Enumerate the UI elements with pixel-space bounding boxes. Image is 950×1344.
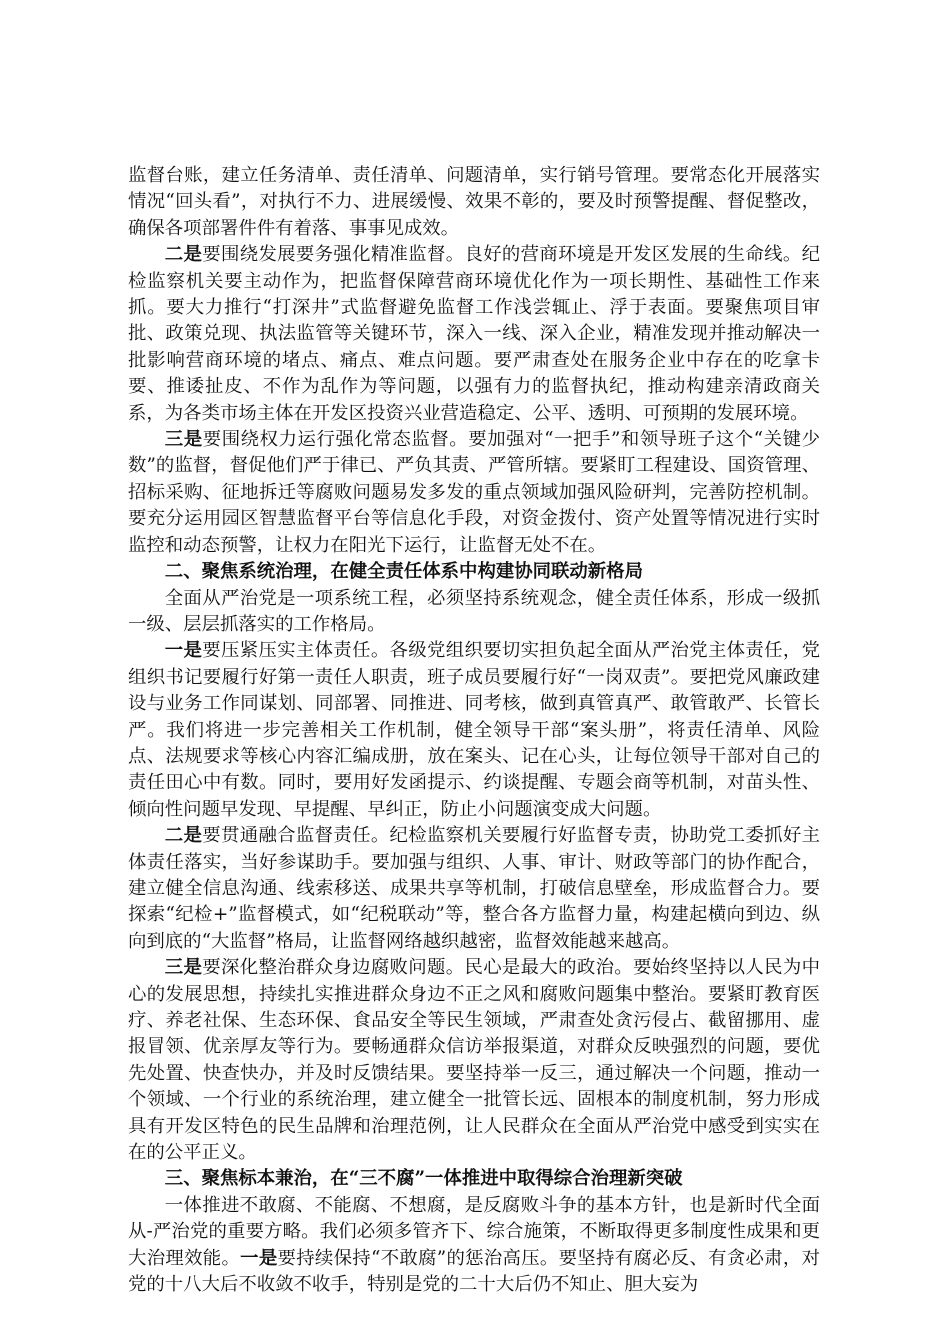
paragraph <box>128 586 820 639</box>
section-heading: 三、聚焦标本兼治，在“三不腐”一体推进中取得综合治理新突破 <box>164 1168 683 1190</box>
paragraph-text: 监督台账，建立任务清单、责任清单、问题清单，实行销号管理。要常态化开展落实情况“回头看”，对执行不力、进展缓慢、效果不彰的，要及时预警提醒、督促整改，确保各项部署件件有着落、事事见成效。 <box>128 165 820 239</box>
paragraph-text: 要围绕权力运行强化常态监督。要加强对“一把手”和领导班子这个“关键少数”的监督，督促他们严于律已、严负其责、严管所辖。要紧盯工程建设、国资管理、招标采购、征地拆迁等腐败问题易发多发的重点领域加强风险研判，完善防控机制。要充分运用园区智慧监督平台等信息化手段，对资金拨付、资产处置等情况进行实时监控和动态预警，让权力在阳光下运行，让监督无处不在。 <box>128 429 820 556</box>
paragraph-lead: 二是 <box>164 825 203 847</box>
section-heading: 二、聚焦系统治理，在健全责任体系中构建协同联动新格局 <box>164 561 643 583</box>
paragraph-text: 要深化整治群众身边腐败问题。民心是最大的政治。要始终坚持以人民为中心的发展思想，持续扎实推进群众身边不正之风和腐败问题集中整治。要紧盯教育医疗、养老社保、生态环保、食品安全等民生领域，严肃查处贪污侵占、截留挪用、虚报冒领、优亲厚友等行为。要畅通群众信访举报渠道，对群众反映强烈的问题，要优先处置、快查快办，并及时反馈结果。要坚持举一反三，通过解决一个问题，推动一个领域、一个行业的系统治理，建立健全一批管长远、固根本的制度机制，努力形成具有开发区特色的民生品牌和治理范例，让人民群众在全面从严治党中感受到实实在在的公平正义。 <box>128 957 820 1164</box>
document-page <box>128 163 820 1298</box>
paragraph-lead: 三是 <box>164 429 203 451</box>
paragraph <box>128 242 820 427</box>
paragraph-lead: 二是 <box>164 244 203 266</box>
paragraph-text: 要持续保持“不敢腐”的惩治高压。要坚持有腐必反、有贪必肃，对党的十八大后不收敛不收手，特别是党的二十大后仍不知止、胆大妄为 <box>128 1247 820 1296</box>
paragraph <box>128 1193 820 1299</box>
paragraph-lead: 一是 <box>164 640 203 662</box>
paragraph <box>128 427 820 559</box>
paragraph <box>128 823 820 955</box>
paragraph <box>128 638 820 823</box>
paragraph-lead: 一是 <box>240 1247 278 1269</box>
paragraph <box>128 955 820 1166</box>
paragraph-text: 要贯通融合监督责任。纪检监察机关要履行好监督专责，协助党工委抓好主体责任落实，当好参谋助手。要加强与组织、人事、审计、财政等部门的协作配合，建立健全信息沟通、线索移送、成果共享等机制，打破信息壁垒，形成监督合力。要探索“纪检+”监督模式，如“纪税联动”等，整合各方监督力量，构建起横向到边、纵向到底的“大监督”格局，让监督网络越织越密，监督效能越来越高。 <box>128 825 820 952</box>
paragraph <box>128 163 820 242</box>
paragraph-lead: 三是 <box>164 957 203 979</box>
paragraph-text: 要压紧压实主体责任。各级党组织要切实担负起全面从严治党主体责任，党组织书记要履行好第一责任人职责，班子成员要履行好“一岗双责”。要把党风廉政建设与业务工作同谋划、同部署、同推进、同考核，做到真管真严、敢管敢严、长管长严。我们将进一步完善相关工作机制，健全领导干部“案头册”，将责任清单、风险点、法规要求等核心内容汇编成册，放在案头、记在心头，让每位领导干部对自己的责任田心中有数。同时，要用好发函提示、约谈提醒、专题会商等机制，对苗头性、倾向性问题早发现、早提醒、早纠正，防止小问题演变成大问题。 <box>128 640 820 820</box>
paragraph-text: 一体推进不敢腐、不能腐、不想腐，是反腐败斗争的基本方针，也是新时代全面从-严治党的重要方略。我们必须多管齐下、综合施策，不断取得更多制度性成果和更大治理效能。 <box>128 1194 820 1269</box>
paragraph-text: 要围绕发展要务强化精准监督。良好的营商环境是开发区发展的生命线。纪检监察机关要主动作为，把监督保障营商环境优化作为一项长期性、基础性工作来抓。要大力推行“打深井”式监督避免监督工作浅尝辄止、浮于表面。要聚焦项目审批、政策兑现、执法监管等关键环节，深入一线、深入企业，精准发现并推动解决一批影响营商环境的堵点、痛点、难点问题。要严肃查处在服务企业中存在的吃拿卡要、推诿扯皮、不作为乱作为等问题，以强有力的监督执纪，推动构建亲清政商关系，为各类市场主体在开发区投资兴业营造稳定、公平、透明、可预期的发展环境。 <box>128 244 820 424</box>
paragraph-text: 全面从严治党是一项系统工程，必须坚持系统观念，健全责任体系，形成一级抓一级、层层抓落实的工作格局。 <box>128 587 820 635</box>
